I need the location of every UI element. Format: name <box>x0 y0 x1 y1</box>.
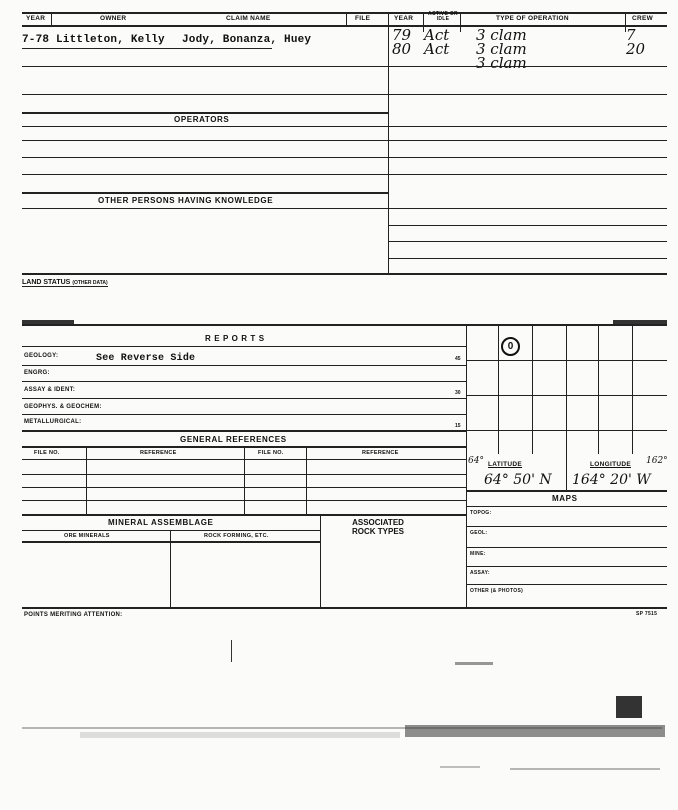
report-line-5 <box>22 430 466 432</box>
row-line-2 <box>22 94 667 95</box>
grid-v5 <box>632 324 633 454</box>
grid-mark-circle: 0 <box>501 337 520 356</box>
operators-top-line <box>22 112 388 114</box>
maps-line-4 <box>466 584 667 585</box>
coord-bottom-line <box>466 490 667 492</box>
col-divider-active <box>460 12 461 32</box>
noise-mark-1 <box>231 640 232 662</box>
land-status-sub: (OTHER DATA) <box>72 280 108 286</box>
report-label-geology: GEOLOGY: <box>24 353 59 359</box>
report-value-geology: See Reverse Side <box>96 353 196 364</box>
refs-col-file-2: FILE NO. <box>258 450 284 456</box>
noise-band-5 <box>440 766 480 768</box>
land-status <box>22 279 108 287</box>
header-active-idle: ACTIVE OR IDLE <box>428 11 458 22</box>
general-refs-title: GENERAL REFERENCES <box>180 435 287 444</box>
top-border <box>22 12 667 14</box>
header-year-2: YEAR <box>394 15 414 22</box>
report-label-metallurgical: METALLURGICAL: <box>24 419 82 425</box>
noise-band-3 <box>405 725 665 737</box>
operators-title: OPERATORS <box>174 115 230 124</box>
grid-v4 <box>598 324 599 454</box>
maps-mine: MINE: <box>470 551 486 557</box>
report-num-15: 15 <box>455 423 461 429</box>
maps-other: OTHER (& PHOTOS) <box>470 588 524 594</box>
noise-mark-2 <box>455 662 493 665</box>
rock-forming-label: ROCK FORMING, ETC. <box>204 533 269 539</box>
maps-topog: TOPOG: <box>470 510 492 516</box>
maps-title-line <box>466 506 667 507</box>
noise-block <box>616 696 642 718</box>
header-owner: OWNER <box>100 15 127 22</box>
grid-v2 <box>532 324 533 454</box>
mineral-bottom-line <box>22 607 667 609</box>
longitude-label: LONGITUDE <box>590 461 631 468</box>
longitude-value: 164° 20' W <box>572 472 651 488</box>
others-top-line <box>22 192 388 194</box>
refs-col-reference-1: REFERENCE <box>140 450 177 456</box>
reports-title: R E P O R T S <box>205 334 265 343</box>
noise-band-2 <box>80 732 400 738</box>
main-divider <box>388 12 389 274</box>
refs-row-1 <box>22 474 466 475</box>
reports-title-line <box>22 346 466 347</box>
associated-rock-types: ASSOCIATED ROCK TYPES <box>352 518 405 536</box>
activity-operation: 3 clam 3 clam 3 clam <box>476 26 527 72</box>
claim-underline <box>22 48 272 49</box>
refs-col-reference-2: REFERENCE <box>362 450 399 456</box>
points-meriting-attention: POINTS MERITING ATTENTION: <box>24 612 123 618</box>
latitude-label: LATITUDE <box>488 461 523 468</box>
header-file: FILE <box>355 15 371 22</box>
mineral-title: MINERAL ASSEMBLAGE <box>108 518 214 527</box>
noise-band-4 <box>510 768 660 770</box>
maps-geol: GEOL: <box>470 530 488 536</box>
refs-row-3 <box>22 500 466 501</box>
mineral-title-line <box>22 530 320 531</box>
maps-line-3 <box>466 566 667 567</box>
ore-minerals-label: ORE MINERALS <box>64 533 110 539</box>
row-line-10 <box>388 258 667 259</box>
report-line-2 <box>22 381 466 382</box>
lon-suffix: 162° <box>646 456 668 466</box>
maps-assay: ASSAY: <box>470 570 490 576</box>
maps-line-1 <box>466 526 667 527</box>
form-code: SP 7515 <box>636 611 658 617</box>
grid-h2 <box>466 395 667 396</box>
row-line-1 <box>22 66 667 67</box>
row-line-8 <box>388 225 667 226</box>
latitude-value: 64° 50' N <box>484 472 552 488</box>
claim-year-owner: 7-78 Littleton, Kelly <box>22 34 165 46</box>
row-line-7 <box>22 208 667 209</box>
report-line-4 <box>22 414 466 415</box>
row-line-6 <box>22 174 667 175</box>
others-title: OTHER PERSONS HAVING KNOWLEDGE <box>98 196 274 205</box>
refs-v1 <box>86 446 87 514</box>
report-line-3 <box>22 398 466 399</box>
report-num-45: 45 <box>455 356 461 362</box>
refs-col-file-1: FILE NO. <box>34 450 60 456</box>
refs-v2 <box>244 446 245 514</box>
report-label-engrg: ENGRG: <box>24 370 50 376</box>
row-line-4 <box>22 140 667 141</box>
report-num-30: 30 <box>455 390 461 396</box>
header-type-operation: TYPE OF OPERATION <box>496 15 569 22</box>
header-claim-name: CLAIM NAME <box>226 15 271 22</box>
mineral-divider <box>170 530 171 608</box>
refs-bottom <box>22 514 466 516</box>
row-line-9 <box>388 241 667 242</box>
header-underline <box>22 25 667 27</box>
grid-h3 <box>466 430 667 431</box>
grid-h1 <box>466 360 667 361</box>
mineral-header-line <box>22 541 320 543</box>
land-status-title: LAND STATUS <box>22 279 71 286</box>
associated-divider <box>320 514 321 608</box>
activity-active: Act Act <box>424 26 450 58</box>
claim-name-value: Jody, Bonanza, Huey <box>182 34 312 46</box>
grid-v3 <box>566 324 567 454</box>
top-bottom-border <box>22 273 667 275</box>
grid-v1 <box>498 324 499 454</box>
lat-prefix: 64° <box>468 456 484 466</box>
activity-years: 79 80 <box>392 26 412 58</box>
header-year: YEAR <box>26 15 46 22</box>
report-label-geophys: GEOPHYS. & GEOCHEM: <box>24 404 102 410</box>
col-divider-owner <box>51 12 52 26</box>
refs-v3 <box>306 446 307 514</box>
reports-top-border <box>22 324 667 326</box>
coord-divider <box>566 454 567 490</box>
activity-crew: 7 20 <box>626 26 646 58</box>
report-line-1 <box>22 365 466 366</box>
row-line-5 <box>22 157 667 158</box>
maps-line-2 <box>466 547 667 548</box>
report-label-assay: ASSAY & IDENT: <box>24 387 76 393</box>
col-divider-file <box>346 12 347 26</box>
maps-title: MAPS <box>552 494 578 503</box>
refs-row-2 <box>22 487 466 488</box>
header-crew: CREW <box>632 15 654 22</box>
row-line-3 <box>22 126 667 127</box>
